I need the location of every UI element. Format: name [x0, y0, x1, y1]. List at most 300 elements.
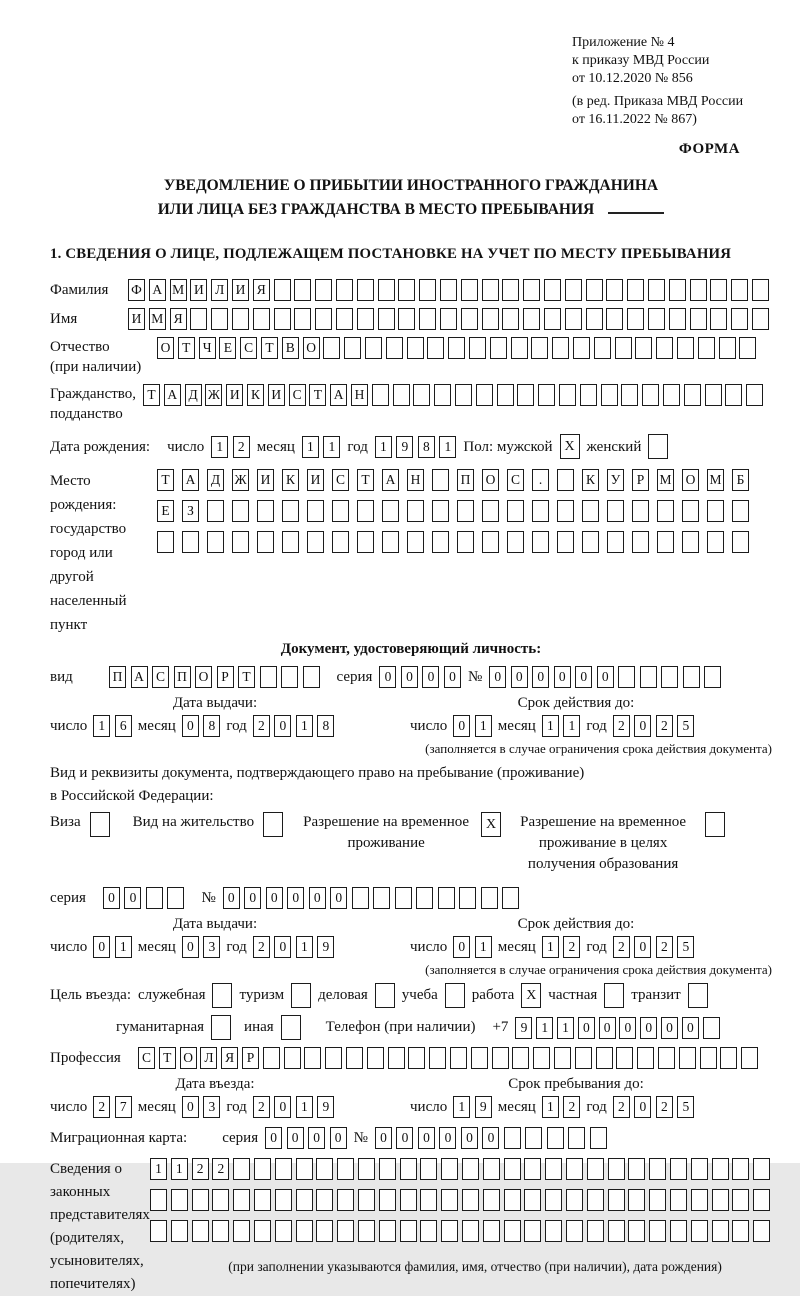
- char-box[interactable]: [346, 1047, 363, 1069]
- char-box[interactable]: [566, 1189, 583, 1211]
- char-box[interactable]: 2: [656, 936, 673, 958]
- char-box[interactable]: [608, 1158, 625, 1180]
- temp-residence-education-checkbox[interactable]: [705, 812, 725, 837]
- char-box[interactable]: 1: [211, 436, 228, 458]
- char-box[interactable]: [407, 500, 424, 522]
- char-box[interactable]: [358, 1220, 375, 1242]
- char-box[interactable]: [753, 1158, 770, 1180]
- char-box[interactable]: [420, 1220, 437, 1242]
- char-box[interactable]: [357, 308, 374, 330]
- char-box[interactable]: 2: [656, 715, 673, 737]
- char-box[interactable]: [661, 666, 678, 688]
- char-box[interactable]: 2: [253, 715, 270, 737]
- char-box[interactable]: 1: [542, 1096, 559, 1118]
- char-box[interactable]: [682, 531, 699, 553]
- char-box[interactable]: [753, 1189, 770, 1211]
- char-box[interactable]: 0: [418, 1127, 435, 1149]
- char-box[interactable]: [502, 308, 519, 330]
- char-box[interactable]: [670, 1158, 687, 1180]
- migration-number-input[interactable]: [375, 1127, 607, 1149]
- char-box[interactable]: [648, 308, 665, 330]
- char-box[interactable]: 0: [309, 887, 326, 909]
- char-box[interactable]: У: [607, 469, 624, 491]
- char-box[interactable]: [580, 384, 597, 406]
- char-box[interactable]: [712, 1158, 729, 1180]
- char-box[interactable]: Ф: [128, 279, 145, 301]
- char-box[interactable]: [274, 308, 291, 330]
- char-box[interactable]: [565, 308, 582, 330]
- char-box[interactable]: 0: [287, 887, 304, 909]
- char-box[interactable]: 0: [634, 1096, 651, 1118]
- char-box[interactable]: [669, 308, 686, 330]
- residence-valid-month[interactable]: [542, 936, 581, 958]
- char-box[interactable]: 0: [578, 1017, 595, 1039]
- char-box[interactable]: [357, 531, 374, 553]
- char-box[interactable]: 1: [439, 436, 456, 458]
- char-box[interactable]: [628, 1158, 645, 1180]
- char-box[interactable]: [684, 384, 701, 406]
- char-box[interactable]: [616, 1047, 633, 1069]
- char-box[interactable]: [282, 531, 299, 553]
- char-box[interactable]: [688, 983, 708, 1008]
- char-box[interactable]: [212, 983, 232, 1008]
- char-box[interactable]: [434, 384, 451, 406]
- char-box[interactable]: [358, 1158, 375, 1180]
- char-box[interactable]: [705, 812, 725, 837]
- char-box[interactable]: О: [682, 469, 699, 491]
- char-box[interactable]: [525, 1127, 542, 1149]
- char-box[interactable]: [618, 666, 635, 688]
- char-box[interactable]: С: [507, 469, 524, 491]
- char-box[interactable]: [628, 1220, 645, 1242]
- char-box[interactable]: М: [149, 308, 166, 330]
- char-box[interactable]: [457, 531, 474, 553]
- char-box[interactable]: 9: [317, 1096, 334, 1118]
- char-box[interactable]: [545, 1189, 562, 1211]
- char-box[interactable]: [746, 384, 763, 406]
- char-box[interactable]: [332, 500, 349, 522]
- char-box[interactable]: 0: [682, 1017, 699, 1039]
- char-box[interactable]: [379, 1158, 396, 1180]
- char-box[interactable]: 5: [677, 936, 694, 958]
- char-box[interactable]: 0: [599, 1017, 616, 1039]
- char-box[interactable]: [642, 384, 659, 406]
- char-box[interactable]: П: [109, 666, 126, 688]
- char-box[interactable]: [445, 983, 465, 1008]
- char-box[interactable]: [190, 308, 207, 330]
- purpose-other-checkbox[interactable]: [281, 1015, 301, 1040]
- char-box[interactable]: [575, 1047, 592, 1069]
- char-box[interactable]: [275, 1158, 292, 1180]
- char-box[interactable]: 0: [575, 666, 592, 688]
- char-box[interactable]: О: [195, 666, 212, 688]
- char-box[interactable]: [705, 384, 722, 406]
- char-box[interactable]: [582, 500, 599, 522]
- char-box[interactable]: [171, 1220, 188, 1242]
- char-box[interactable]: 0: [244, 887, 261, 909]
- char-box[interactable]: [732, 531, 749, 553]
- char-box[interactable]: [670, 1220, 687, 1242]
- gender-male-checkbox[interactable]: [560, 434, 580, 459]
- char-box[interactable]: [512, 1047, 529, 1069]
- char-box[interactable]: [637, 1047, 654, 1069]
- char-box[interactable]: [459, 887, 476, 909]
- char-box[interactable]: [419, 279, 436, 301]
- char-box[interactable]: [632, 531, 649, 553]
- char-box[interactable]: [707, 500, 724, 522]
- char-box[interactable]: [232, 531, 249, 553]
- purpose-study-checkbox[interactable]: [445, 983, 465, 1008]
- char-box[interactable]: [712, 1220, 729, 1242]
- char-box[interactable]: [336, 279, 353, 301]
- char-box[interactable]: [482, 279, 499, 301]
- char-box[interactable]: [461, 308, 478, 330]
- char-box[interactable]: И: [257, 469, 274, 491]
- char-box[interactable]: 1: [296, 1096, 313, 1118]
- char-box[interactable]: [502, 887, 519, 909]
- temp-residence-checkbox[interactable]: [481, 812, 501, 837]
- char-box[interactable]: 2: [613, 936, 630, 958]
- char-box[interactable]: 2: [656, 1096, 673, 1118]
- char-box[interactable]: [566, 1158, 583, 1180]
- char-box[interactable]: [504, 1158, 521, 1180]
- char-box[interactable]: [304, 1047, 321, 1069]
- birth-place-row-1[interactable]: [157, 469, 749, 491]
- residence-valid-day[interactable]: [453, 936, 492, 958]
- char-box[interactable]: [590, 1127, 607, 1149]
- char-box[interactable]: [544, 279, 561, 301]
- char-box[interactable]: К: [582, 469, 599, 491]
- char-box[interactable]: [378, 308, 395, 330]
- purpose-official-checkbox[interactable]: [212, 983, 232, 1008]
- stay-day[interactable]: [453, 1096, 492, 1118]
- char-box[interactable]: [294, 308, 311, 330]
- char-box[interactable]: [707, 531, 724, 553]
- birth-month-input[interactable]: [302, 436, 341, 458]
- char-box[interactable]: [677, 337, 694, 359]
- char-box[interactable]: 0: [396, 1127, 413, 1149]
- char-box[interactable]: 9: [515, 1017, 532, 1039]
- char-box[interactable]: [502, 279, 519, 301]
- char-box[interactable]: [545, 1220, 562, 1242]
- char-box[interactable]: 0: [266, 887, 283, 909]
- char-box[interactable]: [483, 1158, 500, 1180]
- char-box[interactable]: [670, 1189, 687, 1211]
- char-box[interactable]: [379, 1189, 396, 1211]
- char-box[interactable]: М: [707, 469, 724, 491]
- char-box[interactable]: К: [247, 384, 264, 406]
- residence-valid-year[interactable]: [613, 936, 695, 958]
- char-box[interactable]: [429, 1047, 446, 1069]
- char-box[interactable]: [284, 1047, 301, 1069]
- char-box[interactable]: [274, 279, 291, 301]
- birth-year-input[interactable]: [375, 436, 457, 458]
- char-box[interactable]: 3: [203, 1096, 220, 1118]
- char-box[interactable]: Т: [157, 469, 174, 491]
- char-box[interactable]: Т: [261, 337, 278, 359]
- char-box[interactable]: [649, 1220, 666, 1242]
- char-box[interactable]: X: [481, 812, 501, 837]
- char-box[interactable]: 0: [379, 666, 396, 688]
- char-box[interactable]: [150, 1189, 167, 1211]
- char-box[interactable]: 0: [489, 666, 506, 688]
- char-box[interactable]: [372, 384, 389, 406]
- char-box[interactable]: [725, 384, 742, 406]
- char-box[interactable]: 0: [597, 666, 614, 688]
- char-box[interactable]: 0: [401, 666, 418, 688]
- char-box[interactable]: [150, 1220, 167, 1242]
- representatives-row-1[interactable]: [150, 1158, 770, 1180]
- char-box[interactable]: [710, 308, 727, 330]
- visa-checkbox[interactable]: [90, 812, 110, 837]
- purpose-humanitarian-checkbox[interactable]: [211, 1015, 231, 1040]
- char-box[interactable]: [233, 1158, 250, 1180]
- char-box[interactable]: И: [128, 308, 145, 330]
- representatives-row-2[interactable]: [150, 1189, 770, 1211]
- char-box[interactable]: [752, 308, 769, 330]
- char-box[interactable]: [257, 500, 274, 522]
- char-box[interactable]: Е: [157, 500, 174, 522]
- char-box[interactable]: 0: [554, 666, 571, 688]
- char-box[interactable]: 0: [182, 1096, 199, 1118]
- char-box[interactable]: [691, 1158, 708, 1180]
- char-box[interactable]: [167, 887, 184, 909]
- char-box[interactable]: [448, 337, 465, 359]
- char-box[interactable]: 0: [511, 666, 528, 688]
- char-box[interactable]: [296, 1158, 313, 1180]
- birth-place-row-3[interactable]: [157, 531, 749, 553]
- char-box[interactable]: [710, 279, 727, 301]
- char-box[interactable]: [732, 1220, 749, 1242]
- char-box[interactable]: [656, 337, 673, 359]
- char-box[interactable]: [420, 1158, 437, 1180]
- char-box[interactable]: Я: [253, 279, 270, 301]
- char-box[interactable]: 2: [563, 936, 580, 958]
- char-box[interactable]: Е: [219, 337, 236, 359]
- purpose-work-checkbox[interactable]: [521, 983, 541, 1008]
- char-box[interactable]: Я: [221, 1047, 238, 1069]
- char-box[interactable]: [587, 1220, 604, 1242]
- phone-input[interactable]: [515, 1017, 719, 1039]
- char-box[interactable]: [594, 337, 611, 359]
- char-box[interactable]: 0: [461, 1127, 478, 1149]
- char-box[interactable]: [627, 308, 644, 330]
- char-box[interactable]: [296, 1220, 313, 1242]
- char-box[interactable]: [752, 279, 769, 301]
- patronymic-input[interactable]: [157, 337, 756, 359]
- char-box[interactable]: [282, 500, 299, 522]
- char-box[interactable]: [232, 500, 249, 522]
- char-box[interactable]: [471, 1047, 488, 1069]
- char-box[interactable]: [703, 1017, 720, 1039]
- char-box[interactable]: [632, 500, 649, 522]
- char-box[interactable]: [533, 1047, 550, 1069]
- purpose-transit-checkbox[interactable]: [688, 983, 708, 1008]
- char-box[interactable]: [337, 1220, 354, 1242]
- char-box[interactable]: [573, 337, 590, 359]
- char-box[interactable]: [753, 1220, 770, 1242]
- char-box[interactable]: [658, 1047, 675, 1069]
- char-box[interactable]: [275, 1189, 292, 1211]
- char-box[interactable]: [408, 1047, 425, 1069]
- char-box[interactable]: [440, 279, 457, 301]
- char-box[interactable]: [607, 500, 624, 522]
- char-box[interactable]: 2: [212, 1158, 229, 1180]
- char-box[interactable]: [400, 1189, 417, 1211]
- char-box[interactable]: 0: [182, 936, 199, 958]
- char-box[interactable]: [232, 308, 249, 330]
- passport-issue-month[interactable]: [182, 715, 221, 737]
- char-box[interactable]: [315, 279, 332, 301]
- char-box[interactable]: П: [174, 666, 191, 688]
- char-box[interactable]: [462, 1220, 479, 1242]
- char-box[interactable]: И: [226, 384, 243, 406]
- char-box[interactable]: 1: [475, 715, 492, 737]
- char-box[interactable]: [419, 308, 436, 330]
- char-box[interactable]: Б: [732, 469, 749, 491]
- char-box[interactable]: Л: [211, 279, 228, 301]
- char-box[interactable]: [517, 384, 534, 406]
- char-box[interactable]: [698, 337, 715, 359]
- char-box[interactable]: 0: [93, 936, 110, 958]
- char-box[interactable]: [212, 1189, 229, 1211]
- char-box[interactable]: [566, 1220, 583, 1242]
- char-box[interactable]: [482, 308, 499, 330]
- char-box[interactable]: [207, 531, 224, 553]
- char-box[interactable]: [483, 1189, 500, 1211]
- char-box[interactable]: [254, 1189, 271, 1211]
- char-box[interactable]: [523, 279, 540, 301]
- char-box[interactable]: 9: [317, 936, 334, 958]
- char-box[interactable]: [432, 469, 449, 491]
- char-box[interactable]: 1: [150, 1158, 167, 1180]
- char-box[interactable]: 1: [296, 936, 313, 958]
- char-box[interactable]: [557, 469, 574, 491]
- char-box[interactable]: Р: [242, 1047, 259, 1069]
- name-input[interactable]: [128, 308, 769, 330]
- char-box[interactable]: [627, 279, 644, 301]
- char-box[interactable]: [388, 1047, 405, 1069]
- char-box[interactable]: 2: [563, 1096, 580, 1118]
- char-box[interactable]: [260, 666, 277, 688]
- char-box[interactable]: 0: [634, 715, 651, 737]
- char-box[interactable]: [393, 384, 410, 406]
- char-box[interactable]: [207, 500, 224, 522]
- char-box[interactable]: [690, 308, 707, 330]
- char-box[interactable]: А: [330, 384, 347, 406]
- char-box[interactable]: [552, 337, 569, 359]
- char-box[interactable]: [400, 1158, 417, 1180]
- char-box[interactable]: [90, 812, 110, 837]
- passport-valid-year[interactable]: [613, 715, 695, 737]
- char-box[interactable]: [441, 1189, 458, 1211]
- doc-number-input[interactable]: [489, 666, 721, 688]
- char-box[interactable]: И: [268, 384, 285, 406]
- char-box[interactable]: [427, 337, 444, 359]
- char-box[interactable]: И: [232, 279, 249, 301]
- char-box[interactable]: [182, 531, 199, 553]
- char-box[interactable]: 2: [192, 1158, 209, 1180]
- char-box[interactable]: Я: [170, 308, 187, 330]
- char-box[interactable]: [257, 531, 274, 553]
- char-box[interactable]: [586, 279, 603, 301]
- char-box[interactable]: [586, 308, 603, 330]
- char-box[interactable]: [382, 531, 399, 553]
- char-box[interactable]: [275, 1220, 292, 1242]
- stay-month[interactable]: [542, 1096, 581, 1118]
- profession-input[interactable]: [138, 1047, 758, 1069]
- char-box[interactable]: [325, 1047, 342, 1069]
- char-box[interactable]: [323, 337, 340, 359]
- purpose-private-checkbox[interactable]: [604, 983, 624, 1008]
- char-box[interactable]: С: [289, 384, 306, 406]
- char-box[interactable]: М: [170, 279, 187, 301]
- char-box[interactable]: [379, 1220, 396, 1242]
- char-box[interactable]: [544, 308, 561, 330]
- char-box[interactable]: 0: [661, 1017, 678, 1039]
- char-box[interactable]: В: [282, 337, 299, 359]
- char-box[interactable]: [669, 279, 686, 301]
- char-box[interactable]: 8: [418, 436, 435, 458]
- char-box[interactable]: [712, 1189, 729, 1211]
- char-box[interactable]: Т: [357, 469, 374, 491]
- char-box[interactable]: 0: [532, 666, 549, 688]
- char-box[interactable]: И: [307, 469, 324, 491]
- char-box[interactable]: 1: [115, 936, 132, 958]
- char-box[interactable]: [635, 337, 652, 359]
- char-box[interactable]: [441, 1220, 458, 1242]
- char-box[interactable]: [398, 279, 415, 301]
- char-box[interactable]: 1: [453, 1096, 470, 1118]
- char-box[interactable]: 2: [93, 1096, 110, 1118]
- residence-number-input[interactable]: [223, 887, 520, 909]
- char-box[interactable]: [621, 384, 638, 406]
- char-box[interactable]: [608, 1189, 625, 1211]
- char-box[interactable]: [663, 384, 680, 406]
- char-box[interactable]: [400, 1220, 417, 1242]
- char-box[interactable]: 0: [444, 666, 461, 688]
- char-box[interactable]: [457, 500, 474, 522]
- char-box[interactable]: 0: [274, 1096, 291, 1118]
- char-box[interactable]: [192, 1189, 209, 1211]
- char-box[interactable]: А: [149, 279, 166, 301]
- char-box[interactable]: 0: [619, 1017, 636, 1039]
- char-box[interactable]: [281, 666, 298, 688]
- char-box[interactable]: 0: [330, 1127, 347, 1149]
- char-box[interactable]: 0: [308, 1127, 325, 1149]
- char-box[interactable]: [294, 279, 311, 301]
- char-box[interactable]: [507, 531, 524, 553]
- char-box[interactable]: А: [182, 469, 199, 491]
- char-box[interactable]: [336, 308, 353, 330]
- char-box[interactable]: [373, 887, 390, 909]
- char-box[interactable]: [657, 500, 674, 522]
- char-box[interactable]: [700, 1047, 717, 1069]
- char-box[interactable]: [438, 887, 455, 909]
- char-box[interactable]: [233, 1220, 250, 1242]
- char-box[interactable]: 0: [640, 1017, 657, 1039]
- char-box[interactable]: [420, 1189, 437, 1211]
- doc-type-input[interactable]: [109, 666, 320, 688]
- char-box[interactable]: [315, 308, 332, 330]
- char-box[interactable]: [316, 1158, 333, 1180]
- char-box[interactable]: [731, 279, 748, 301]
- char-box[interactable]: [211, 308, 228, 330]
- citizenship-input[interactable]: [143, 384, 763, 406]
- char-box[interactable]: 3: [203, 936, 220, 958]
- char-box[interactable]: Т: [178, 337, 195, 359]
- char-box[interactable]: 9: [475, 1096, 492, 1118]
